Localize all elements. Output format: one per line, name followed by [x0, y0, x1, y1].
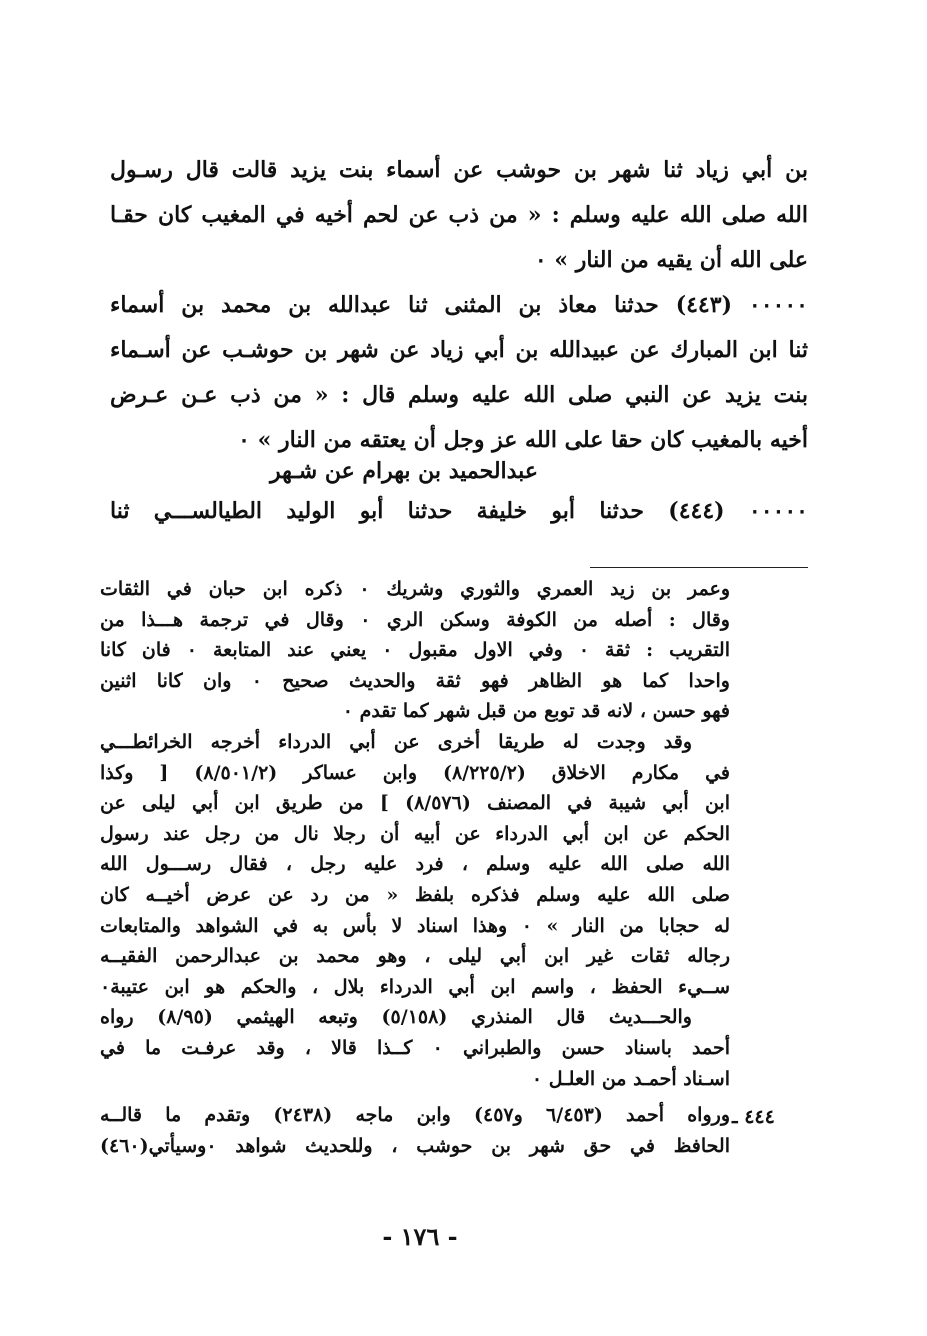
footnote-line: في مكارم الاخلاق (٨/٢٢٥/٢) وابن عساكر (٨/٥٠١/٢) [ وكذا [100, 761, 730, 784]
footnote-line: وقد وجدت له طريقا أخرى عن أبي الدرداء أخرجه الخرائطـــي [100, 730, 692, 753]
footnote-line: ابن أبي شيبة في المصنف (٨/٥٧٦) ] من طريق ابن أبي ليلى عن [100, 792, 730, 815]
main-text [110, 148, 808, 534]
text-line: بنت يزيد عن النبي صلى الله عليه وسلم قال : « من ذب عـن عـرض [110, 382, 808, 408]
footnote-line: والحـــديث قال المنذري (٥/١٥٨) وتبعه الهيثمي (٨/٩٥) رواه [100, 1006, 692, 1029]
footnote-line: التقريب : ثقة ٠ وفي الاول مقبول ٠ يعني عند المتابعة ٠ فان كانا [100, 639, 730, 662]
footnote-line: الله صلى الله عليه وسلم ، فرد عليه رجل ، فقال رســـول الله [100, 853, 730, 876]
footnote-line: أحمد باسناد حسن والطبراني ٠ كــذا قالا ، وقد عرفـت ما في [100, 1036, 730, 1059]
text-line: بن أبي زياد ثنا شهر بن حوشب عن أسماء بنت يزيد قالت قال رسـول [110, 157, 808, 183]
footnote-line: صلى الله عليه وسلم فذكره بلفظ « من رد عن عرض أخيــه كان [100, 883, 730, 906]
footnote-line: اسـناد أحمـد من العلـل ٠ [531, 1067, 730, 1090]
footnote-line: واحدا كما هو الظاهر فهو ثقة والحديث صحيح ٠ وان كانا اثنين [100, 669, 730, 692]
footnote-number: ٤٤٤ ـ [732, 1106, 775, 1128]
text-line: الله صلى الله عليه وسلم : « من ذب عن لحم أخيه في المغيب كان حقـا [110, 202, 808, 228]
text-line: ٠٠٠٠٠ (٤٤٣) حدثنا معاذ بن المثنى ثنا عبدالله بن محمد بن أسماء [110, 292, 808, 318]
text-line: ٠٠٠٠٠ (٤٤٤) حدثنا أبو خليفة حدثنا أبو الوليد الطيالســـي ثنا [110, 498, 808, 524]
footnote-line: وقال : أصله من الكوفة وسكن الري ٠ وقال في ترجمة هـــذا من [100, 608, 730, 631]
footnote-line: فهو حسن ، لانه قد توبع من قبل شهر كما تقدم ٠ [342, 700, 730, 723]
footnote-444 [100, 1100, 730, 1161]
footnote-line: رجاله ثقات غير ابن أبي ليلى ، وهو محمد بن عبدالرحمن الفقيــه [100, 945, 730, 968]
footnote-separator [590, 567, 808, 568]
text-line: ثنا ابن المبارك عن عبيدالله بن أبي زياد عن شهر بن حوشـب عن أسـماء [110, 337, 808, 363]
footnote-line: الحافظ في حق شهر بن حوشب ، وللحديث شواهد ٠وسيأتي(٤٦٠) [100, 1134, 730, 1157]
footnotes [100, 574, 730, 1094]
text-line: على الله أن يقيه من النار » ٠ [534, 247, 808, 273]
footnote-line: له حجابا من النار » ٠ وهذا اسناد لا بأس به في الشواهد والمتابعات [100, 914, 730, 937]
page-number: - ١٧٦ - [382, 1222, 458, 1251]
text-line: أخيه بالمغيب كان حقا على الله عز وجل أن يعتقه من النار » ٠ [238, 427, 808, 453]
footnote-line: ورواه أحمد (٦/٤٥٣ و٤٥٧) وابن ماجه (٢٤٣٨) وتقدم ما قالــه [100, 1104, 730, 1126]
footnote-line: ســيء الحفظ ، واسم ابن أبي الدرداء بلال ، والحكم هو ابن عتيبة٠ [100, 975, 730, 998]
footnote-line: وعمر بن زيد العمري والثوري وشريك ٠ ذكره ابن حبان في الثقات [100, 578, 730, 600]
footnote-line: الحكم عن ابن أبي الدرداء عن أبيه أن رجلا نال من رجل عند رسول [100, 822, 730, 845]
section-heading: عبدالحميد بن بهرام عن شـهر [270, 458, 538, 484]
